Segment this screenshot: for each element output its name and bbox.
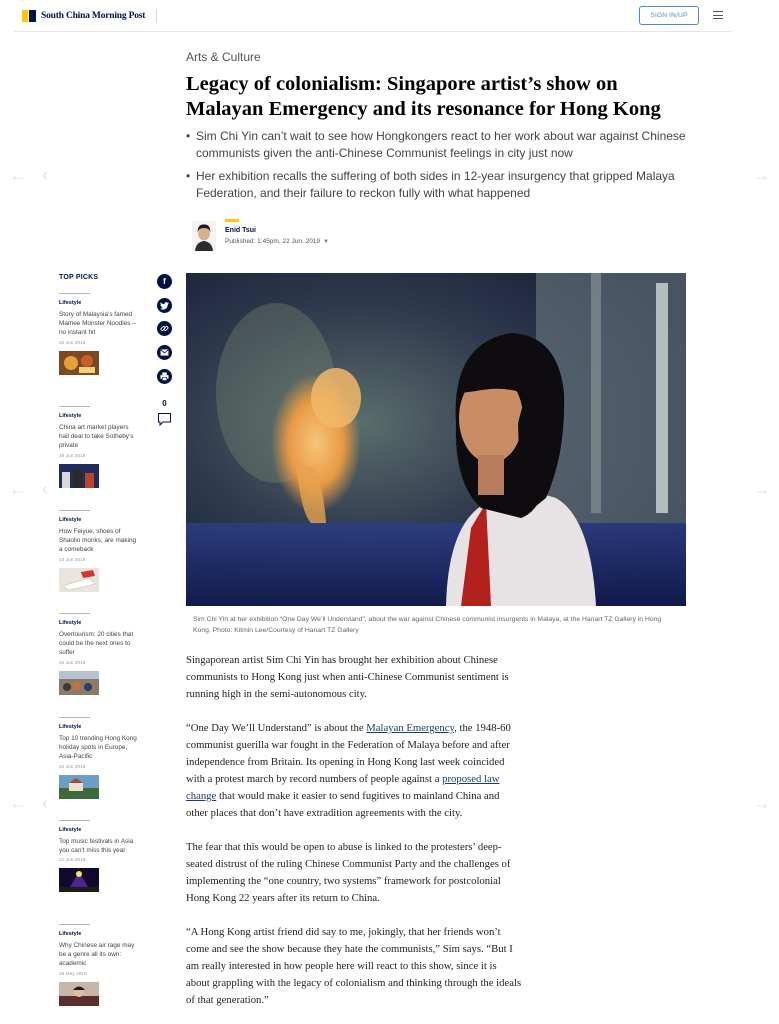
pick-thumbnail[interactable] [59,775,99,799]
arrow-right-icon[interactable]: → [752,793,770,813]
pick-headline[interactable]: How Feiyue, shoes of Shaolin monks, are making a comeback [59,528,137,554]
top-pick-item[interactable] [59,613,139,700]
caret-down-icon[interactable]: ▼ [323,239,329,245]
pick-category: Lifestyle [59,517,82,523]
image-caption: Sim Chi Yin at her exhibition “One Day We’ll Understand”, about the war against Chinese communist insurgents in Malaya, at the Hanart TZ Gallery in Hong Kong. Photo: Kitmin Lee/Courtesy of Hanart TZ Gallery [193,616,662,634]
chevron-left-icon[interactable]: ‹ [42,793,48,813]
summary-item: • Sim Chi Yin can’t wait to see how Hongkongers react to her work about war against Chinese communists given the anti-Chinese Communist feelings in city just now [186,128,706,161]
top-pick-item[interactable] [59,820,139,897]
pick-headline[interactable]: Top music festivals in Asia you can’t miss this year [59,838,134,855]
logo-text: South China Morning Post [41,11,146,21]
link-icon[interactable] [157,321,172,336]
pick-date: 26 May 2019 [59,971,87,977]
top-pick-item[interactable] [59,717,139,804]
header-divider-line [14,31,732,32]
logo-mark-icon [22,10,36,22]
malayan-emergency-link[interactable]: Malayan Emergency [366,722,455,734]
site-header [0,0,779,32]
summary-item: • Her exhibition recalls the suffering of both sides in 12-year insurgency that gripped Malaya Federation, and their failure to reckon fully with what happened [186,168,706,201]
pick-date: 21 Jun 2019 [59,858,86,864]
arrow-left-icon[interactable]: ← [9,793,27,813]
pick-category: Lifestyle [59,724,82,730]
arrow-right-icon[interactable]: → [752,165,770,185]
arrow-right-icon[interactable]: → [752,479,770,499]
published-text: Published: 1:45pm, 22 Jun, 2019 [225,238,321,245]
article-paragraph: “One Day We’ll Understand” is about the Malayan Emergency, the 1948-60 communist guerilla war fought in the Federation of Malaya before and after independence from Britain. Its opening in Hong Kong last week coincided with a protest march by record numbers of people against a proposed law change that would make it easier to send fugitives to mainland China and other places that don’t have extradition agreements with the city. [186,722,511,819]
top-pick-item[interactable] [59,406,139,493]
pick-category: Lifestyle [59,620,82,626]
pick-date: 29 Jun 2019 [59,453,86,459]
header-divider [156,9,157,23]
pick-date: 24 Jun 2019 [59,660,86,666]
pick-date: 23 Jun 2019 [59,557,86,563]
article-paragraph: “A Hong Kong artist friend did say to me, jokingly, that her friends won’t come and see the show because they hate the communists,” Sim says. “But I am really interested in how people here will react to this show, since it is about grappling with the legacy of colonialism and thinking through the ideals of that generation.” [186,926,522,1006]
top-pick-item[interactable] [59,293,139,380]
chevron-left-icon[interactable]: ‹ [42,165,48,185]
pick-thumbnail[interactable] [59,464,99,488]
pick-category: Lifestyle [59,827,82,833]
pick-date: 22 Jun 2019 [59,340,86,346]
proposed-law-change-link[interactable]: proposed law change [186,773,500,802]
pick-date: 22 Jun 2019 [59,764,86,770]
pick-headline[interactable]: Story of Malaysia’s famed Mamee Monster Noodles – no instant hit [59,311,136,337]
site-logo[interactable] [22,10,145,22]
article-body [186,652,522,1024]
arrow-left-icon[interactable]: ← [9,165,27,185]
pick-headline[interactable]: Top 10 trending Hong Kong holiday spots in Europe, Asia-Pacific [59,735,137,761]
section-label[interactable]: Arts & Culture [186,50,261,64]
author-avatar[interactable] [192,221,216,251]
published-date [225,238,329,245]
pick-category: Lifestyle [59,931,82,937]
pick-thumbnail[interactable] [59,671,99,695]
pick-thumbnail[interactable] [59,351,99,375]
pick-category: Lifestyle [59,300,82,306]
pick-category: Lifestyle [59,413,82,419]
facebook-icon[interactable]: f [157,274,172,289]
article-summary [186,128,706,208]
top-pick-item[interactable] [59,510,139,597]
pick-thumbnail[interactable] [59,868,99,892]
print-icon[interactable] [157,369,172,384]
pick-headline[interactable]: China art market players hail deal to take Sotheby’s private [59,424,134,450]
sign-in-button[interactable]: SIGN IN/UP [639,6,699,25]
email-icon[interactable] [157,345,172,360]
article-paragraph: Singaporean artist Sim Chi Yin has brought her exhibition about Chinese communists to Hong Kong just when anti-Chinese Communist sentiment is running high in the semi-autonomous city. [186,654,509,700]
pick-headline[interactable]: Why Chinese air rage may be a genre all its own: academic [59,942,135,968]
pick-thumbnail[interactable] [59,568,99,592]
twitter-icon[interactable] [157,298,172,313]
article-paragraph: The fear that this would be open to abuse is linked to the protesters’ deep-seated distrust of the ruling Chinese Communist Party and the challenges of implementing the “one country, two systems” framework for postcolonial Hong Kong 22 years after its return to China. [186,841,511,904]
top-pick-item[interactable] [59,924,139,1011]
author-name[interactable]: Enid Tsui [225,227,256,234]
hamburger-menu-icon[interactable] [713,11,723,20]
chevron-left-icon[interactable]: ‹ [42,479,48,499]
article-title: Legacy of colonialism: Singapore artist’s show on Malayan Emergency and its resonance for Hong Kong [186,73,661,120]
pick-thumbnail[interactable] [59,982,99,1006]
article-hero-image[interactable] [186,273,686,606]
comment-icon[interactable] [157,412,172,427]
pick-headline[interactable]: Overtourism: 20 cities that could be the next ones to suffer [59,631,134,657]
arrow-left-icon[interactable]: ← [9,479,27,499]
author-accent-bar [225,219,239,222]
top-picks-title: TOP PICKS [59,274,99,281]
comment-count[interactable]: 0 [162,399,167,408]
